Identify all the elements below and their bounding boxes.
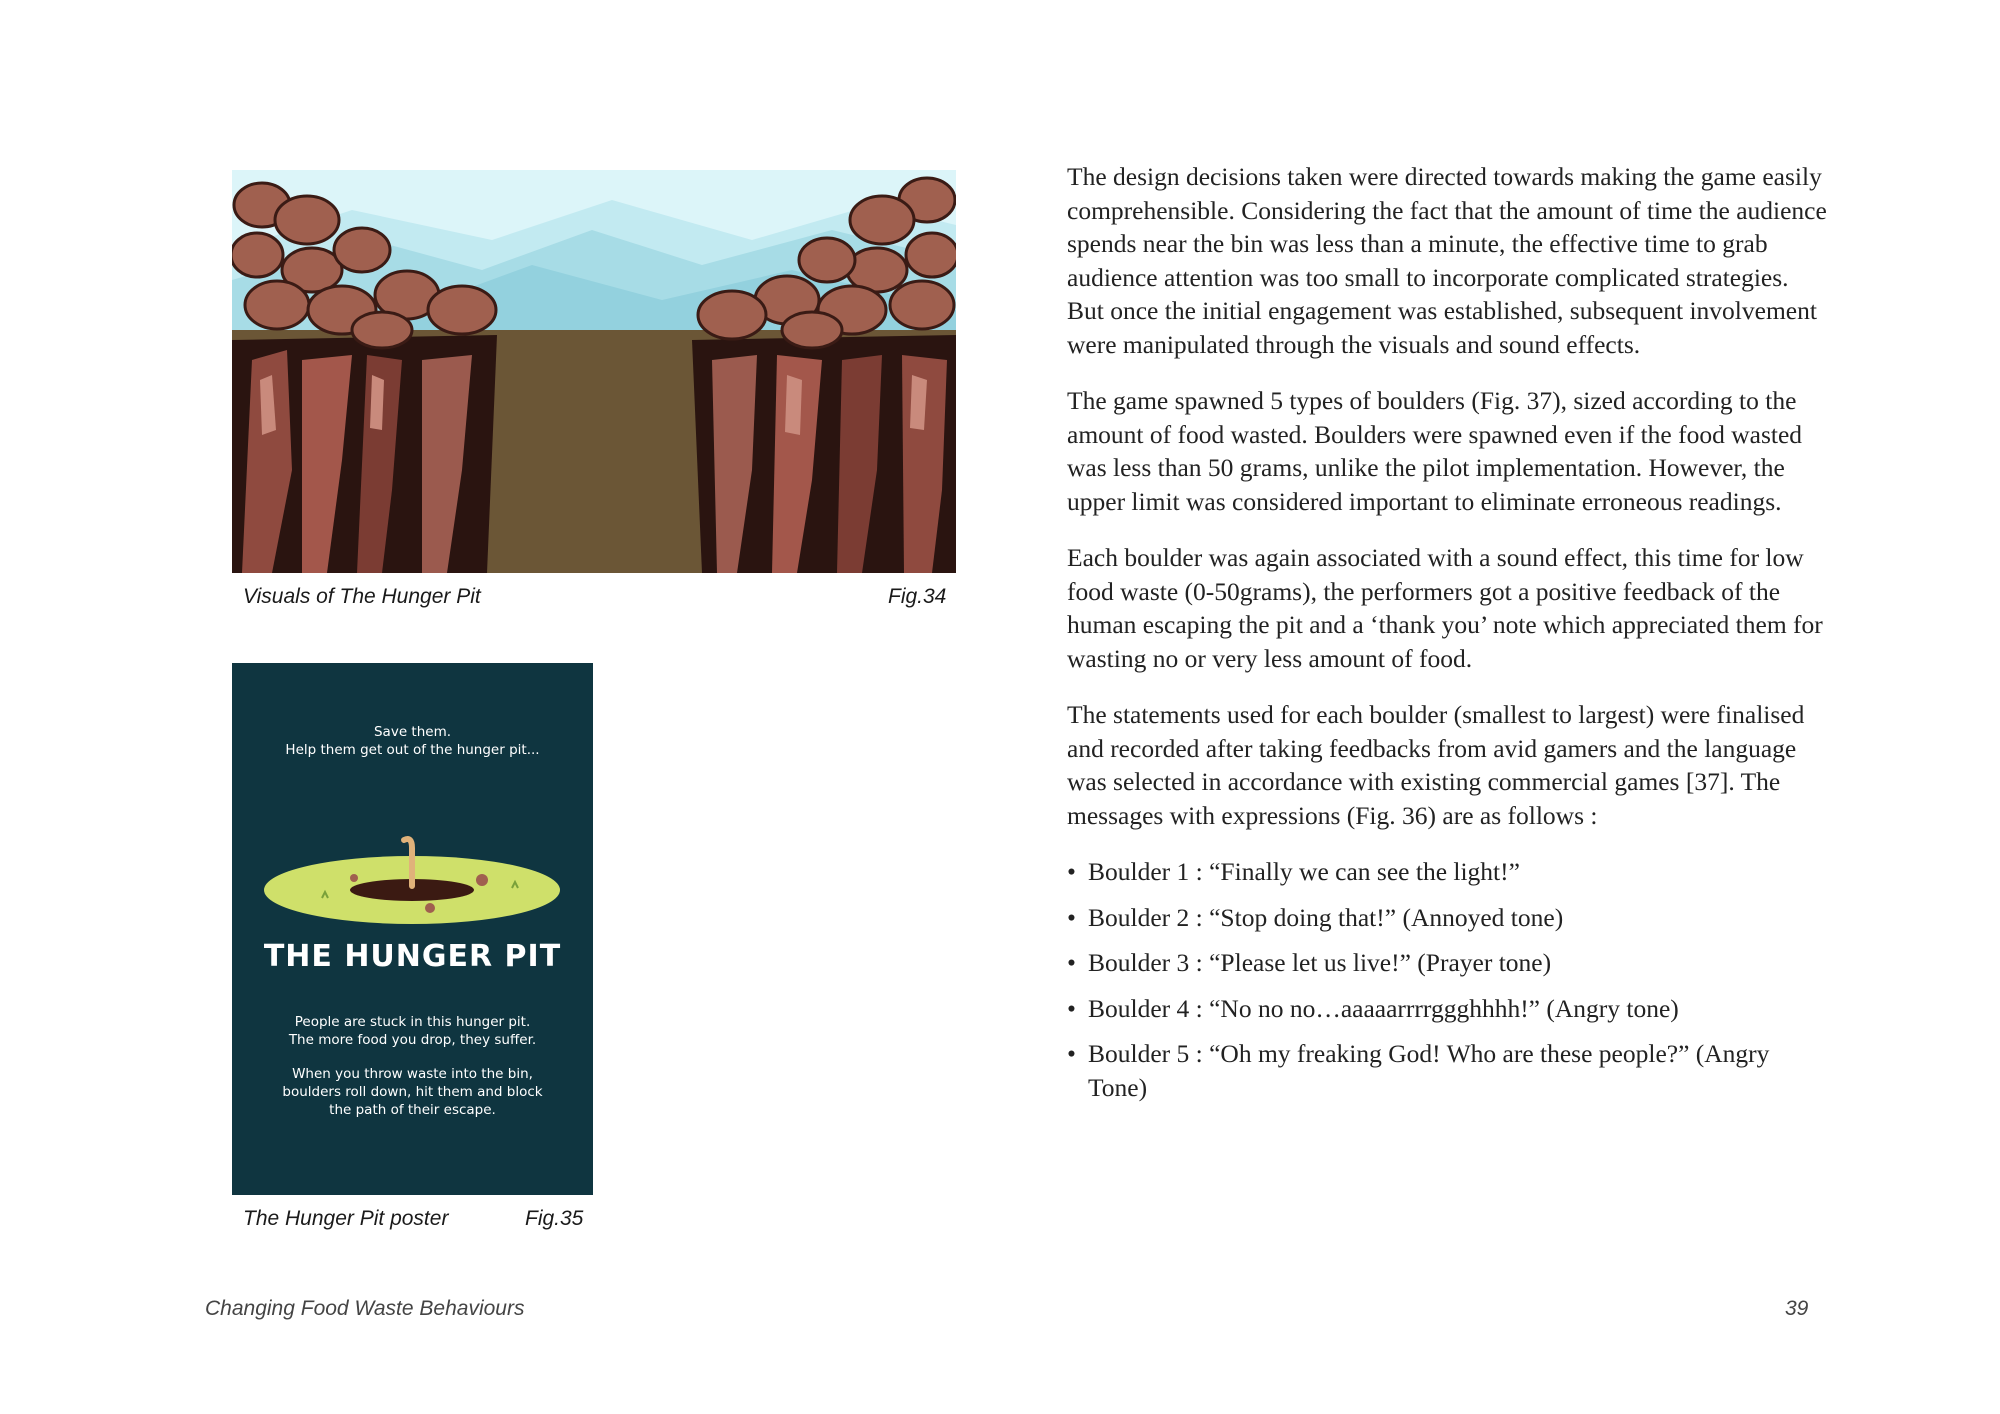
list-item: • Boulder 2 : “Stop doing that!” (Annoyed tone) (1067, 901, 1827, 935)
list-item: • Boulder 3 : “Please let us live!” (Prayer tone) (1067, 946, 1827, 980)
paragraph: The game spawned 5 types of boulders (Fig. 37), sized according to the amount of food wasted. Boulders were spawned even if the food wasted was less than 50 grams, unlike the pilot implementation. However, the upper limit was considered important to eliminate erroneous readings. (1067, 386, 1803, 516)
fig34-caption: Visuals of The Hunger Pit (243, 585, 481, 608)
poster-desc-2: The more food you drop, they suffer. (288, 1032, 537, 1048)
hunger-pit-visual (232, 170, 956, 573)
poster-title: THE HUNGER PIT (263, 939, 562, 974)
body-text (1067, 160, 1827, 1116)
page-number: 39 (1785, 1297, 1809, 1320)
poster-desc-3: When you throw waste into the bin, (292, 1066, 533, 1082)
fig35-caption: The Hunger Pit poster (243, 1207, 449, 1230)
list-item: • Boulder 5 : “Oh my freaking God! Who are these people?” (Angry Tone) (1067, 1037, 1827, 1104)
poster-tagline-1: Save them. (373, 724, 452, 740)
hunger-pit-poster (232, 663, 593, 1195)
fig34-number: Fig.34 (888, 585, 947, 608)
poster-desc-1: People are stuck in this hunger pit. (294, 1014, 531, 1030)
footer-title: Changing Food Waste Behaviours (205, 1297, 525, 1320)
paragraph: The design decisions taken were directed towards making the game easily comprehensible. Considering the fact that the amount of time the audience spends near the bin was less than a minute, the effective time to grab audience attention was too small to incorporate complicated strategies. But once the initial engagement was established, subsequent involvement were manipulated through the visuals and sound effects. (1067, 162, 1827, 359)
paragraph: Each boulder was again associated with a sound effect, this time for low food waste (0-50grams), the performers got a positive feedback of the human escaping the pit and a ‘thank you’ note which appreciated them for wasting no or very less amount of food. (1067, 543, 1823, 673)
poster-desc-5: the path of their escape. (329, 1102, 496, 1118)
paragraph: The statements used for each boulder (smallest to largest) were finalised and recorded after taking feedbacks from avid gamers and the language was selected in accordance with existing commercial games [37]. The messages with expressions (Fig. 36) are as follows : (1067, 700, 1805, 830)
list-item: • Boulder 1 : “Finally we can see the light!” (1067, 855, 1827, 889)
boulder-list (1067, 855, 1827, 1104)
poster-desc-4: boulders roll down, hit them and block (282, 1084, 543, 1100)
poster-tagline-2: Help them get out of the hunger pit... (285, 742, 540, 758)
list-item: • Boulder 4 : “No no no…aaaaarrrrggghhhh!” (Angry tone) (1067, 992, 1827, 1026)
fig35-number: Fig.35 (525, 1207, 584, 1230)
pit-illustration (262, 828, 562, 928)
